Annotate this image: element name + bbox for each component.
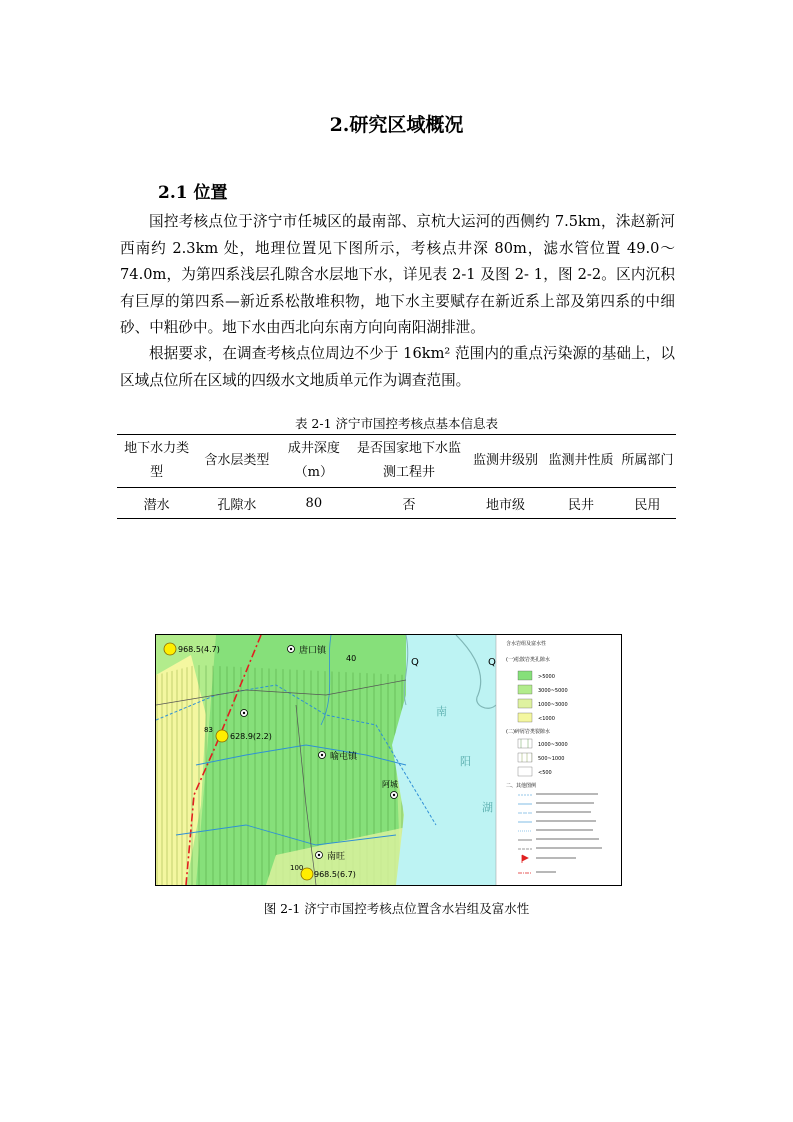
contour-label-40: 40: [346, 654, 357, 663]
town-label-tangkou: 唐口镇: [299, 646, 327, 656]
section-title: 2.研究区域概况: [329, 114, 464, 136]
cell-national-well: 否: [350, 488, 468, 519]
table-caption: 表 2-1 济宁市国控考核点基本信息表: [294, 416, 499, 431]
col-header-aquifer-type: 含水层类型: [196, 435, 277, 488]
map-svg: [156, 635, 621, 885]
legend-item-4: <1000: [538, 716, 555, 722]
cell-hydraulic-type: 潜水: [117, 488, 196, 519]
paragraph-location: 国控考核点位于济宁市任城区的最南部、京杭大运河的西侧约 7.5km，洙赵新河西南约 2.3km 处，地理位置见下图所示，考核点井深 80m，滤水管位置 49.0～74.0m，为第四系浅层孔隙含水层地下水，详见表 2-1 及图 2- 1，图 2-2。区内沉积有巨厚的第四系—新近系松散堆积物，地下水主要赋存在新近系上部及第四系的中细砂、中粗砂中。地下水由西北向东南方向向南阳湖排泄。: [120, 213, 675, 336]
paragraph-scope: 根据要求，在调查考核点位周边不少于 16km² 范围内的重点污染源的基础上，以区域点位所在区域的四级水文地质单元作为调查范围。: [120, 345, 675, 389]
cell-aquifer-type: 孔隙水: [196, 488, 277, 519]
legend-swatch-1: [518, 671, 532, 680]
well-marker-1: [164, 643, 220, 655]
legend-section-3: 二、其他图例: [506, 783, 537, 789]
legend-swatch-5: [518, 739, 532, 748]
town-label-yutun: 喻屯镇: [330, 752, 358, 762]
legend-swatch-6: [518, 753, 532, 762]
cell-department: 民用: [619, 488, 676, 519]
legend-swatch-2: [518, 685, 532, 694]
legend-title: 含水岩组及富水性: [506, 641, 547, 647]
col-header-hydraulic-type: 地下水力类型: [117, 435, 196, 488]
well-label-1: 968.5(4.7): [178, 645, 220, 654]
well-no-1: 83: [204, 726, 213, 734]
legend-item-3: 1000~3000: [538, 702, 568, 708]
col-header-department: 所属部门: [619, 435, 676, 488]
col-header-nature: 监测井性质: [543, 435, 618, 488]
well-label-2: 628.9(2.2): [230, 732, 272, 741]
col-header-depth: 成井深度（m）: [277, 435, 350, 488]
legend-item-6: 500~1000: [538, 756, 565, 762]
well-no-2: 100: [290, 864, 304, 872]
well-info-table: [117, 434, 676, 519]
lake-label-hu: 湖: [482, 801, 493, 814]
cell-level: 地市级: [468, 488, 543, 519]
cell-nature: 民井: [543, 488, 618, 519]
cell-depth: 80: [277, 488, 350, 519]
legend-swatch-3: [518, 699, 532, 708]
town-label-nanwang: 南旺: [327, 852, 346, 862]
town-yutun: [241, 710, 248, 717]
nanyang-lake: [392, 635, 496, 885]
col-header-national-well: 是否国家地下水监测工程井: [350, 435, 468, 488]
hydrogeology-map: [155, 634, 622, 886]
town-label-east: 阿城: [382, 780, 398, 789]
legend-item-1: >5000: [538, 674, 555, 680]
table-header-row: [117, 435, 676, 488]
table-row: [117, 488, 676, 519]
subsection-title: 2.1 位置: [158, 183, 228, 203]
lake-label-yang: 阳: [460, 755, 471, 768]
legend-swatch-7: [518, 767, 532, 776]
legend-section-2: (二)碎屑岩类裂隙水: [506, 729, 550, 735]
legend-item-7: <500: [538, 770, 552, 776]
well-label-3: 968.5(6.7): [314, 870, 356, 879]
legend-item-5: 1000~3000: [538, 742, 568, 748]
legend-swatch-4: [518, 713, 532, 722]
legend-item-2: 3000~5000: [538, 688, 568, 694]
figure-caption: 图 2-1 济宁市国控考核点位置含水岩组及富水性: [263, 901, 530, 916]
strata-label-q1: Q: [411, 657, 419, 668]
lake-label-nan: 南: [436, 705, 447, 718]
strata-label-q2: Q: [488, 657, 496, 668]
col-header-level: 监测井级别: [468, 435, 543, 488]
legend-section-1: (一)松散岩类孔隙水: [506, 657, 550, 663]
